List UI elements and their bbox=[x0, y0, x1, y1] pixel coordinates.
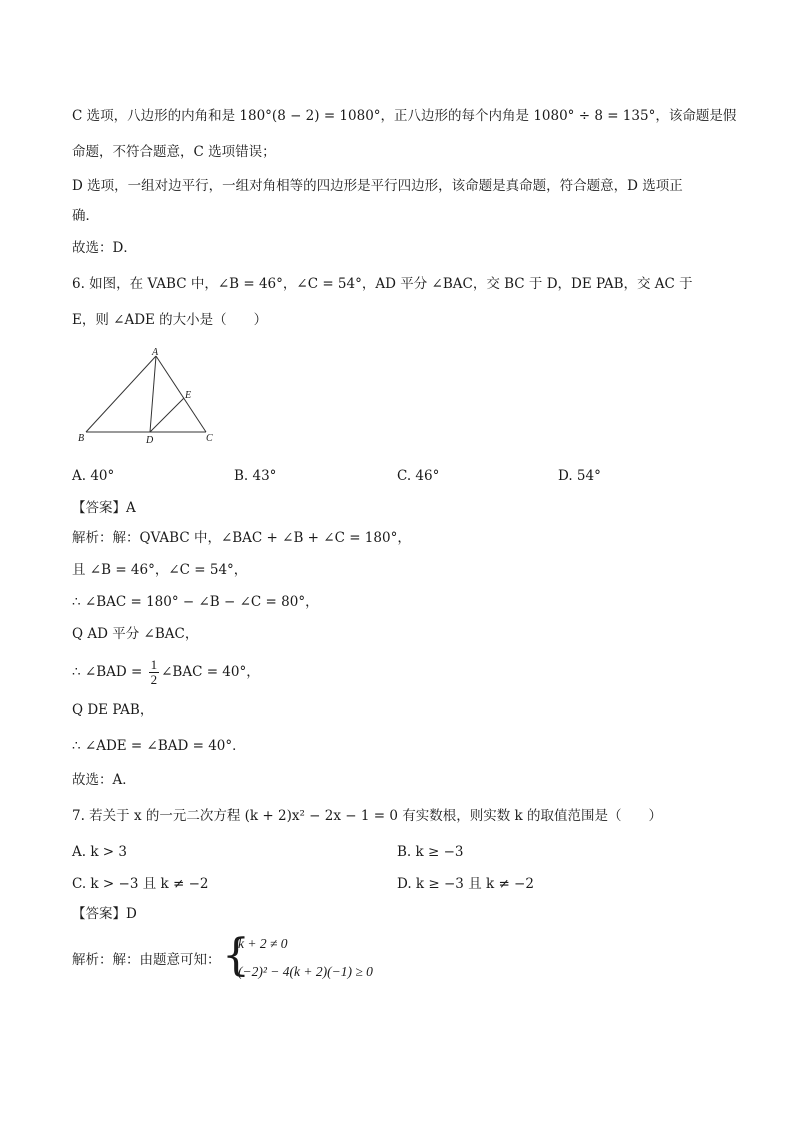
q6-solution-line-5-post: ∠BAC = 40°， bbox=[161, 664, 260, 680]
label-d: D bbox=[146, 435, 154, 446]
q7-answer: 【答案】D bbox=[72, 906, 137, 922]
triangle-figure bbox=[72, 346, 232, 450]
question-7-stem: 7. 若关于 x 的一元二次方程 (k + 2)x² − 2x − 1 = 0 有实数根，则实数 k 的取值范围是（ ） bbox=[72, 808, 662, 824]
text-line-option-c: C 选项，八边形的内角和是 180°(8 − 2) = 1080°，正八边形的每个内角是 1080° ÷ 8 = 135°，该命题是假 bbox=[72, 108, 737, 124]
label-e: E bbox=[185, 390, 192, 401]
segment-ad bbox=[150, 356, 156, 432]
fraction-numerator: 1 bbox=[150, 657, 158, 672]
q7-option-c: C. k > −3 且 k ≠ −2 bbox=[72, 876, 209, 892]
q6-solution-line-5-pre: ∴ ∠BAD = bbox=[72, 664, 147, 680]
q6-solution-line-7: ∴ ∠ADE = ∠BAD = 40°． bbox=[72, 738, 246, 754]
q6-option-c: C. 46° bbox=[397, 468, 440, 484]
text-line-option-d-cont: 确． bbox=[72, 208, 99, 224]
q6-solution-line-1: 解析：解：QVABC 中，∠BAC + ∠B + ∠C = 180°， bbox=[72, 530, 411, 546]
fraction-denominator: 2 bbox=[150, 672, 158, 687]
segment-ab bbox=[86, 356, 156, 432]
q6-option-d: D. 54° bbox=[558, 468, 601, 484]
q6-solution-line-5 bbox=[72, 658, 260, 687]
text-line-option-c-cont: 命题，不符合题意，C 选项错误； bbox=[72, 144, 276, 160]
text-line-choice: 故选：D． bbox=[72, 240, 137, 256]
q6-option-a: A. 40° bbox=[72, 468, 115, 484]
q7-option-d: D. k ≥ −3 且 k ≠ −2 bbox=[397, 876, 534, 892]
label-b: B bbox=[78, 433, 85, 444]
q6-solution-line-2: 且 ∠B = 46°，∠C = 54°， bbox=[72, 562, 248, 578]
segment-ac bbox=[156, 356, 206, 432]
q6-solution-line-8: 故选：A． bbox=[72, 772, 136, 788]
question-6-stem-cont: E，则 ∠ADE 的大小是（ ） bbox=[72, 312, 268, 328]
system-line-2: (−2)² − 4(k + 2)(−1) ≥ 0 bbox=[238, 964, 373, 979]
q7-option-a: A. k > 3 bbox=[72, 844, 127, 860]
text-line-option-d: D 选项，一组对边平行，一组对角相等的四边形是平行四边形，该命题是真命题，符合题意，D 选项正 bbox=[72, 178, 683, 194]
q6-solution-line-4: Q AD 平分 ∠BAC， bbox=[72, 626, 199, 642]
q6-option-b: B. 43° bbox=[234, 468, 277, 484]
label-c: C bbox=[206, 433, 213, 444]
q6-answer: 【答案】A bbox=[72, 500, 136, 516]
system-brace: { bbox=[222, 930, 250, 981]
q7-solution-pre: 解析：解：由题意可知： bbox=[72, 952, 221, 968]
label-a: A bbox=[152, 347, 159, 358]
q6-solution-line-6: Q DE PAB， bbox=[72, 702, 154, 718]
segment-de bbox=[150, 398, 184, 432]
q6-solution-line-3: ∴ ∠BAC = 180° − ∠B − ∠C = 80°， bbox=[72, 594, 319, 610]
question-6-stem: 6. 如图，在 VABC 中，∠B = 46°，∠C = 54°，AD 平分 ∠BAC，交 BC 于 D，DE PAB，交 AC 于 bbox=[72, 276, 693, 292]
fraction-one-half bbox=[149, 658, 160, 687]
q7-option-b: B. k ≥ −3 bbox=[397, 844, 464, 860]
system-line-1: k + 2 ≠ 0 bbox=[238, 936, 288, 951]
